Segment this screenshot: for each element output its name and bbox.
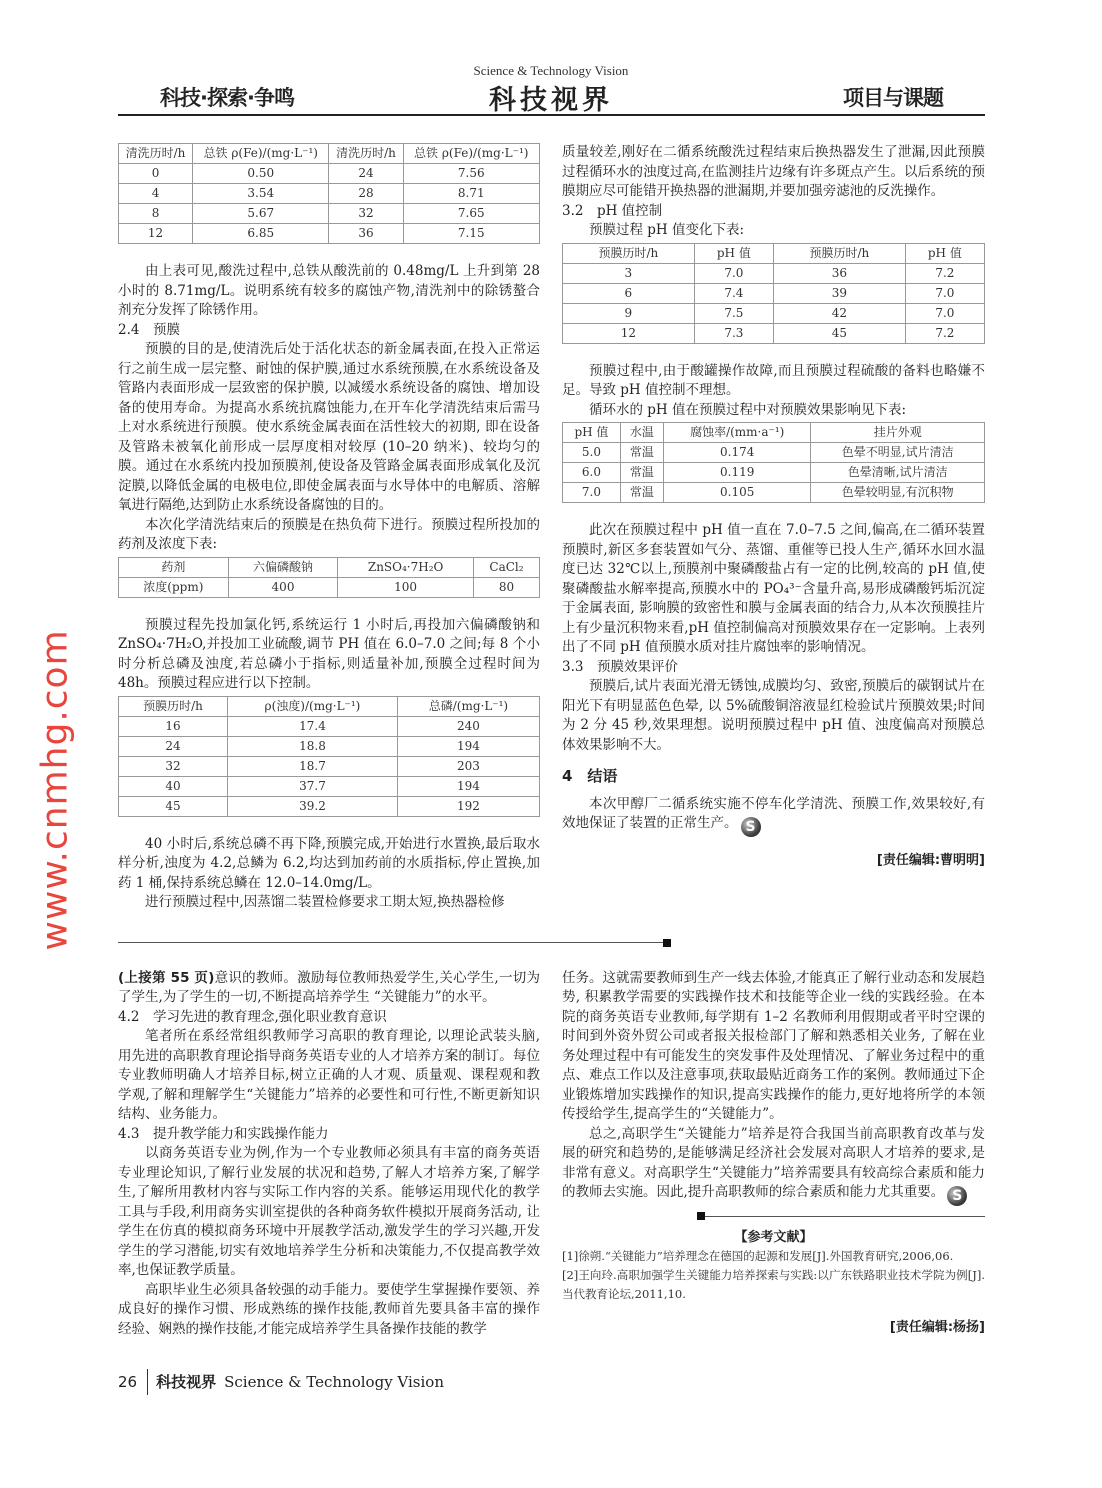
- table-cell: 5.0: [563, 443, 621, 463]
- table-cell: 42: [773, 303, 905, 323]
- divider-square-icon: [697, 1212, 705, 1220]
- journal-title: 科技视界: [489, 85, 613, 116]
- table-cell: 24: [119, 736, 228, 756]
- section-heading: 2.4 预膜: [118, 321, 180, 338]
- reference-item: [1]徐朔.“关键能力”培养理念在德国的起源和发展[J].外国教育研究,2006,06.: [562, 1249, 954, 1263]
- section-label-right: 项目与课题: [843, 86, 943, 110]
- paragraph: 任务。这就需要教师到生产一线去体验,才能真正了解行业动态和发展趋势, 积累教学需要的实践操作技术和技能等企业一线的实践经验。在本院的商务英语专业教师,每学期有 1–2 名教师利用假期或者平时空课的时间到外资外贸公司或者报关报检部门了解和熟悉相关业务, 了解在业务处理过程中有可能发生的突发事件及处理情况、了解业务过程中的重点、难点工作以及注意事项,获取最贴近商务工作的案例。教师通过下企业锻炼增加实践操作的知识,提高实践操作的能力,更好地将所学的本领传授给学生,提高学生的“关键能力”。: [562, 969, 985, 1122]
- table-cell: 浓度(ppm): [119, 577, 229, 597]
- paragraph: 以商务英语专业为例,作为一个专业教师必须具有丰富的商务英语专业理论知识,了解行业发展的状况和趋势,了解人才培养方案,了解学生,了解所用教材内容与实际工作内容的关系。能够运用现代化的教学工具与手段,利用商务实训室提供的各种商务软件模拟开展商务活动, 让学生在仿真的模拟商务环境中开展教学活动,激发学生的学习兴趣,开发学生的学习潜能,切实有效地培养学生分析和决策能力,不仅提高教学效率,也保证教学质量。: [118, 1145, 540, 1278]
- references-divider: [705, 1216, 985, 1217]
- table-cell: 192: [397, 796, 539, 816]
- table-header-row: [119, 557, 540, 577]
- table-header: 挂片外观: [811, 423, 985, 443]
- watermark: www.cnmhg.com: [34, 629, 76, 951]
- paragraph: 预膜过程先投加氯化钙,系统运行 1 小时后,再投加六偏磷酸钠和 ZnSO₄·7H₂O,并投加工业硫酸,调节 PH 值在 6.0–7.0 之间;每 8 个小时分析总磷及浊度,若总磷小于指标,则适量补加,预膜全过程时间为 48h。预膜过程应进行以下控制。: [118, 616, 540, 691]
- references-title: 【参考文献】: [734, 1230, 813, 1245]
- table-header: 水温: [620, 423, 663, 443]
- article1-left-column: [118, 143, 540, 913]
- table-cell: 7.5: [694, 303, 773, 323]
- ph-effect-table: [562, 422, 985, 503]
- table-cell: 18.7: [228, 756, 398, 776]
- table-cell: 6: [563, 283, 695, 303]
- agents-table: [118, 557, 540, 598]
- paragraph: 质量较差,刚好在二循系统酸洗过程结束后换热器发生了泄漏,因此预膜过程循环水的浊度过高,在监测挂片边缘有许多斑点产生。以后系统的预膜期应尽可能错开换热器的泄漏期,并要加强旁滤池的反洗操作。: [562, 144, 985, 199]
- table-cell: 203: [397, 756, 539, 776]
- table-cell: 45: [773, 323, 905, 343]
- footer-journal-cn: 科技视界: [156, 1373, 217, 1391]
- table-cell: 28: [329, 184, 403, 204]
- article2-left-column: [118, 969, 540, 1340]
- table-header-row: [563, 243, 985, 263]
- table-header: 六偏磷酸钠: [228, 557, 338, 577]
- paragraph: 笔者所在系经常组织教师学习高职的教育理论, 以理论武装头脑, 用先进的高职教育理论指导商务英语专业的人才培养方案的制订。每位专业教师明确人才培养目标,树立正确的人才观、质量观、课程观和教学观,了解和理解学生“关键能力”培养的必要性和可行性,不断更新知识结构、业务能力。: [118, 1028, 540, 1122]
- paragraph-text: 本次甲醇厂二循系统实施不停车化学清洗、预膜工作,效果较好,有效地保证了装置的正常生产。: [562, 795, 985, 831]
- table-cell: 32: [329, 204, 403, 224]
- table-row: [119, 204, 540, 224]
- page-body: [118, 0, 985, 1409]
- section-heading: 4.2 学习先进的教育理念,强化职业教育意识: [118, 1008, 387, 1025]
- ph-table: [562, 243, 985, 344]
- table-cell: 100: [338, 577, 474, 597]
- table-cell: 常温: [620, 463, 663, 483]
- table-cell: 0: [119, 164, 193, 184]
- paragraph: 循环水的 pH 值在预膜过程中对预膜效果影响见下表:: [589, 401, 907, 418]
- table-cell: 18.8: [228, 736, 398, 756]
- table-cell: 7.0: [905, 283, 984, 303]
- divider-square-icon: [663, 939, 671, 947]
- reference-item: [2]王向玲.高职加强学生关键能力培养探索与实践:以广东铁路职业技术学院为例[J].当代教育论坛,2011,10.: [562, 1268, 985, 1301]
- article-divider: [118, 942, 663, 943]
- table-cell: 0.119: [663, 463, 810, 483]
- table-row: [563, 443, 985, 463]
- table-header-row: [563, 423, 985, 443]
- table-cell: 7.15: [403, 224, 539, 244]
- table-header: ZnSO₄·7H₂O: [338, 557, 474, 577]
- table-cell: 色晕不明显,试片清洁: [811, 443, 985, 463]
- table-cell: 39: [773, 283, 905, 303]
- table-header: 总铁 ρ(Fe)/(mg·L⁻¹): [403, 144, 539, 164]
- table-row: [563, 463, 985, 483]
- paragraph: 高职毕业生必须具备较强的动手能力。要使学生掌握操作要领、养成良好的操作习惯、形成熟练的操作技能,教师首先要具备丰富的操作经验、娴熟的操作技能,才能完成培养学生具备操作技能的教学: [118, 1281, 540, 1337]
- table-row: [119, 796, 540, 816]
- table-cell: 0.50: [193, 164, 329, 184]
- paragraph-text: 总之,高职学生“关键能力”培养是符合我国当前高职教育改革与发展的研究和趋势的,是能够满足经济社会发展对高职人才培养的要求,是非常有意义。对高职学生“关键能力”培养需要具有较高综合素质和能力的教师去实施。因此,提升高职教师的综合素质和能力尤其重要。: [562, 1125, 985, 1200]
- table-header: 药剂: [119, 557, 229, 577]
- turbidity-table: [118, 696, 540, 817]
- paragraph: 预膜过程中,由于酸罐操作故障,而且预膜过程硫酸的备料也略嫌不足。导致 pH 值控制不理想。: [562, 362, 985, 398]
- table-cell: 3.54: [193, 184, 329, 204]
- table-header: pH 值: [694, 243, 773, 263]
- table-header: CaCl₂: [473, 557, 539, 577]
- table-header: 总磷/(mg·L⁻¹): [397, 696, 539, 716]
- section-heading: 4.3 提升教学能力和实践操作能力: [118, 1125, 329, 1142]
- footer-separator: [147, 1369, 148, 1395]
- paragraph: 进行预膜过程中,因蒸馏二装置检修要求工期太短,换热器检修: [145, 894, 505, 910]
- iron-table: [118, 143, 540, 244]
- table-cell: 色晕清晰,试片清洁: [811, 463, 985, 483]
- paragraph: 预膜过程 pH 值变化下表:: [589, 222, 745, 238]
- table-header: 总铁 ρ(Fe)/(mg·L⁻¹): [193, 144, 329, 164]
- table-cell: 7.0: [563, 483, 621, 503]
- paragraph: [118, 969, 540, 1008]
- editor-credit: [责任编辑:曹明明]: [876, 853, 985, 868]
- table-row: [119, 577, 540, 597]
- table-cell: 36: [773, 263, 905, 283]
- table-header: 预膜历时/h: [773, 243, 905, 263]
- article2: [118, 969, 985, 1340]
- table-cell: 7.0: [905, 303, 984, 323]
- table-row: [563, 283, 985, 303]
- table-cell: 36: [329, 224, 403, 244]
- table-cell: 3: [563, 263, 695, 283]
- table-cell: 7.56: [403, 164, 539, 184]
- article2-right-column: [562, 969, 985, 1338]
- table-cell: 194: [397, 776, 539, 796]
- table-row: [119, 736, 540, 756]
- table-cell: 0.174: [663, 443, 810, 463]
- paragraph: 此次在预膜过程中 pH 值一直在 7.0–7.5 之间,偏高,在二循环装置预膜时,新区多套装置如气分、蒸馏、重催等已投人生产,循环水回水温度已达 32℃以上,预膜剂中聚磷酸盐占有一定的比例,较高的 pH 值,使聚磷酸盐水解率提高,预膜水中的 PO₄³⁻含量升高,易形成磷酸钙垢沉淀于金属表面, 影响膜的致密性和膜与金属表面的结合力,从本次预膜挂片上有少量沉积物来看,pH 值控制偏高对预膜效果存在一定影响。上表列出了不同 pH 值预膜水质对挂片腐蚀率的影响情况。: [562, 522, 985, 655]
- footer-journal-en: Science & Technology Vision: [224, 1373, 444, 1391]
- table-cell: 9: [563, 303, 695, 323]
- table-cell: 37.7: [228, 776, 398, 796]
- section-label-left: 科技·探索·争鸣: [160, 86, 294, 110]
- paragraph: 本次化学清洗结束后的预膜是在热负荷下进行。预膜过程所投加的药剂及浓度下表:: [118, 516, 540, 552]
- conclusion-heading: 4 结语: [562, 767, 618, 785]
- page-footer: [118, 1369, 985, 1409]
- table-header: 清洗历时/h: [329, 144, 403, 164]
- table-cell: 24: [329, 164, 403, 184]
- table-cell: 7.65: [403, 204, 539, 224]
- references-list: [562, 1247, 985, 1304]
- end-mark-icon: S: [947, 1186, 967, 1206]
- page-number: 26: [118, 1373, 138, 1391]
- table-cell: 8.71: [403, 184, 539, 204]
- article-divider-row: [118, 939, 671, 947]
- table-header: 预膜历时/h: [563, 243, 695, 263]
- table-row: [119, 756, 540, 776]
- table-cell: 12: [563, 323, 695, 343]
- table-header: pH 值: [905, 243, 984, 263]
- table-row: [563, 303, 985, 323]
- table-cell: 12: [119, 224, 193, 244]
- table-cell: 常温: [620, 443, 663, 463]
- table-cell: 16: [119, 716, 228, 736]
- table-row: [119, 164, 540, 184]
- paragraph-text: 意识的教师。激励每位教师热爱学生,关心学生,一切为了学生,为了学生的一切,不断提高培养学生 “关键能力”的水平。: [118, 969, 540, 1005]
- table-cell: 7.2: [905, 323, 984, 343]
- table-cell: 32: [119, 756, 228, 776]
- end-mark-icon: S: [741, 817, 761, 837]
- table-cell: 400: [228, 577, 338, 597]
- article1-right-column: [562, 143, 985, 871]
- continued-from-label: (上接第 55 页): [118, 969, 215, 986]
- table-cell: 7.3: [694, 323, 773, 343]
- table-row: [563, 263, 985, 283]
- paragraph: 由上表可见,酸洗过程中,总铁从酸洗前的 0.48mg/L 上升到第 28 小时的 8.71mg/L。说明系统有较多的腐蚀产物,清洗剂中的除锈螯合剂充分发挥了除锈作用。: [118, 263, 540, 318]
- paragraph: 预膜的目的是,使清洗后处于活化状态的新金属表面,在投入正常运行之前生成一层完整、耐蚀的保护膜,通过水系统预膜,在水系统设备及管路内表面形成一层致密的保护膜, 以减缓水系统设备的腐蚀、增加设备的使用寿命。为提高水系统抗腐蚀能力,在开车化学清洗结束后需马上对水系统进行预膜。使水系统金属表面在活性较大的初期, 即在设备及管路未被氧化前形成一层厚度相对较厚 (10–20 纳米)、较均匀的膜。通过在水系统内投加预膜剂,使设备及管路金属表面形成氧化及沉淀膜,以降低金属的电极电位,即使金属表面与水导体中的电解质、溶解氧进行隔绝,达到防止水系统设备腐蚀的目的。: [118, 341, 540, 513]
- table-row: [119, 776, 540, 796]
- section-heading: 3.2 pH 值控制: [562, 202, 663, 219]
- table-header: pH 值: [563, 423, 621, 443]
- table-cell: 色晕较明显,有沉积物: [811, 483, 985, 503]
- table-cell: 常温: [620, 483, 663, 503]
- table-header: ρ(浊度)/(mg·L⁻¹): [228, 696, 398, 716]
- journal-english-title: Science & Technology Vision: [473, 63, 629, 78]
- table-header-row: [119, 144, 540, 164]
- table-cell: 80: [473, 577, 539, 597]
- table-cell: 17.4: [228, 716, 398, 736]
- table-cell: 7.2: [905, 263, 984, 283]
- table-cell: 6.0: [563, 463, 621, 483]
- table-cell: 4: [119, 184, 193, 204]
- paragraph: [562, 795, 985, 838]
- table-cell: 39.2: [228, 796, 398, 816]
- table-header-row: [119, 696, 540, 716]
- table-cell: 40: [119, 776, 228, 796]
- references-divider-row: [562, 1212, 985, 1220]
- table-header: 预膜历时/h: [119, 696, 228, 716]
- article1: [118, 143, 985, 913]
- table-cell: 0.105: [663, 483, 810, 503]
- table-header: 腐蚀率/(mm·a⁻¹): [663, 423, 810, 443]
- editor-credit: [责任编辑:杨扬]: [889, 1320, 985, 1335]
- table-cell: 6.85: [193, 224, 329, 244]
- table-cell: 7.4: [694, 283, 773, 303]
- section-heading: 3.3 预膜效果评价: [562, 658, 678, 675]
- paragraph: 40 小时后,系统总磷不再下降,预膜完成,开始进行水置换,最后取水样分析,浊度为 4.2,总鳞为 6.2,均达到加药前的水质指标,停止置换,加药 1 桶,保持系统总鳞在 12.0–14.0mg/L。: [118, 835, 540, 891]
- table-cell: 8: [119, 204, 193, 224]
- table-cell: 7.0: [694, 263, 773, 283]
- table-row: [563, 483, 985, 503]
- table-cell: 5.67: [193, 204, 329, 224]
- table-cell: 45: [119, 796, 228, 816]
- paragraph: [562, 1125, 985, 1207]
- table-cell: 194: [397, 736, 539, 756]
- paragraph: 预膜后,试片表面光滑无锈蚀,成膜均匀、致密,预膜后的碳钢试片在阳光下有明显蓝色色晕, 以 5%硫酸铜溶液显红检验试片预膜效果;时间为 2 分 45 秒,效果理想。说明预膜过程中 pH 值、浊度偏高对预膜总体效果影响不大。: [562, 678, 985, 753]
- table-header: 清洗历时/h: [119, 144, 193, 164]
- table-cell: 240: [397, 716, 539, 736]
- table-row: [119, 716, 540, 736]
- table-row: [119, 224, 540, 244]
- table-row: [563, 323, 985, 343]
- table-row: [119, 184, 540, 204]
